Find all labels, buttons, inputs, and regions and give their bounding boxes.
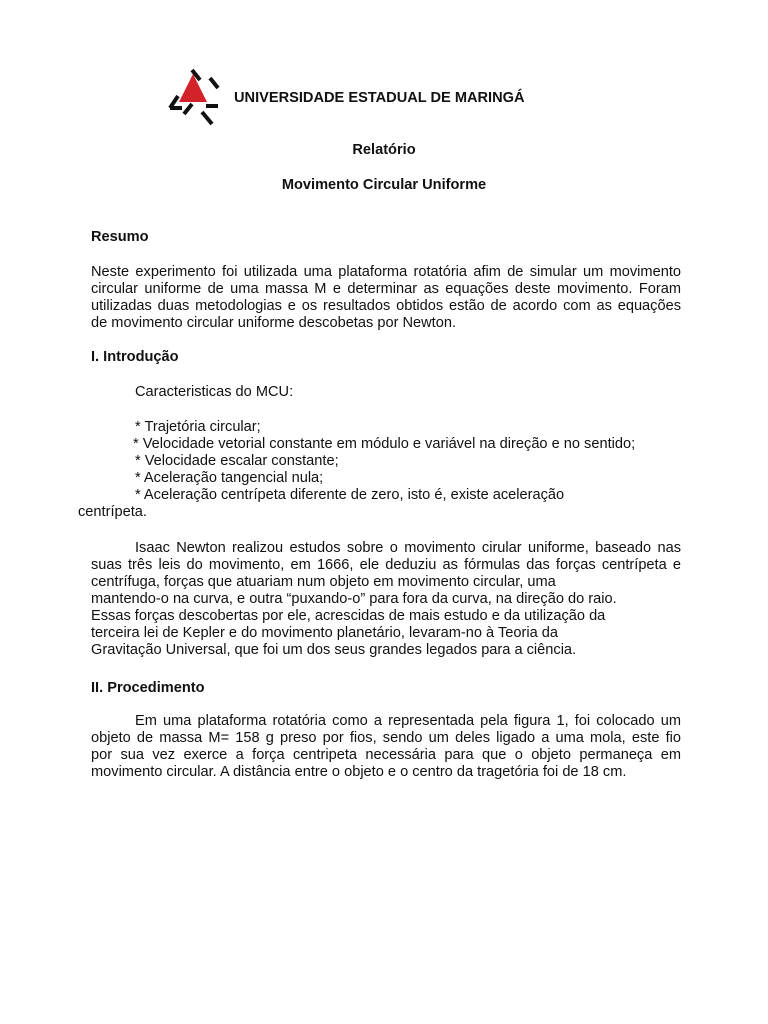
list-item: * Aceleração tangencial nula; <box>135 470 324 486</box>
document-subject-title: Movimento Circular Uniforme <box>281 177 487 193</box>
procedimento-line: Em uma plataforma rotatória como a representada pela figura 1, foi colocado um <box>135 713 681 729</box>
document-type-title: Relatório <box>352 142 416 158</box>
newton-line: Isaac Newton realizou estudos sobre o movimento cirular uniforme, baseado nas <box>135 540 681 556</box>
list-item: * Velocidade escalar constante; <box>135 453 339 469</box>
list-item: * Trajetória circular; <box>135 419 261 435</box>
resumo-heading: Resumo <box>91 229 149 245</box>
uem-logo-icon <box>166 68 220 126</box>
procedimento-line: objeto de massa M= 158 g preso por fios, sendo um deles ligado a uma mola, este fio <box>91 730 681 746</box>
procedimento-heading: II. Procedimento <box>91 680 205 696</box>
university-name: UNIVERSIDADE ESTADUAL DE MARINGÁ <box>234 90 525 106</box>
list-item: * Aceleração centrípeta diferente de zero, isto é, existe aceleração <box>135 487 565 503</box>
list-item: centrípeta. <box>78 504 147 520</box>
procedimento-line: movimento circular. A distância entre o objeto e o centro da tragetória foi de 18 cm. <box>91 764 627 780</box>
newton-line: Gravitação Universal, que foi um dos seus grandes legados para a ciência. <box>91 642 577 658</box>
procedimento-line: por sua vez exerce a força centripeta necessária para que o objeto permaneça em <box>91 747 681 763</box>
list-item: * Velocidade vetorial constante em módulo e variável na direção e no sentido; <box>133 436 636 452</box>
resumo-paragraph <box>91 264 681 332</box>
newton-line: centrífuga, forças que atuariam num objeto em movimento circular, uma <box>91 574 556 590</box>
resumo-line: utilizadas duas metodologias e os resultados obtidos estão de acordo com as equações <box>91 298 681 314</box>
procedimento-paragraph <box>91 713 681 781</box>
mcu-characteristics-title: Caracteristicas do MCU: <box>135 384 294 400</box>
newton-line: terceira lei de Kepler e do movimento planetário, levaram-no à Teoria da <box>91 625 558 641</box>
resumo-line: de movimento circular uniforme descobetas por Newton. <box>91 315 457 331</box>
introducao-heading: I. Introdução <box>91 349 179 365</box>
resumo-line: circular uniforme de uma massa M e determinar as equações deste movimento. Foram <box>91 281 681 297</box>
newton-line: mantendo-o na curva, e outra “puxando-o” para fora da curva, na direção do raio. <box>91 591 617 607</box>
newton-paragraph <box>91 540 681 659</box>
resumo-line: Neste experimento foi utilizada uma plataforma rotatória afim de simular um movimento <box>91 264 681 280</box>
newton-line: Essas forças descobertas por ele, acrescidas de mais estudo e da utilização da <box>91 608 606 624</box>
newton-line: suas três leis do movimento, em 1666, ele deduziu as fórmulas das forças centrípeta e <box>91 557 681 573</box>
